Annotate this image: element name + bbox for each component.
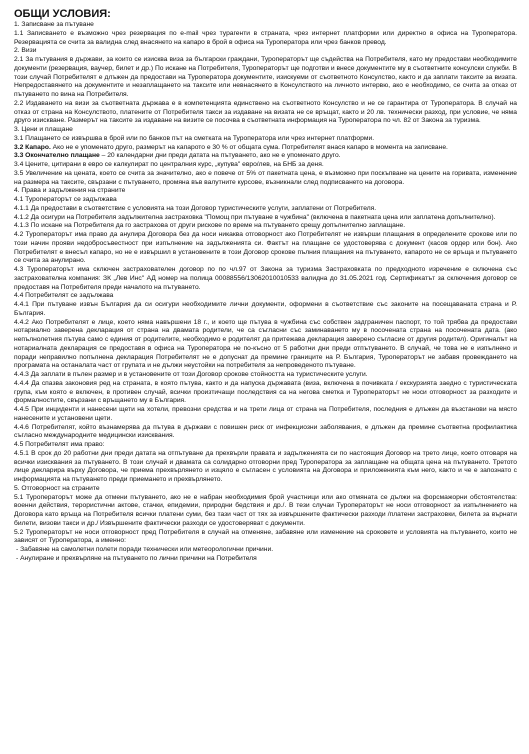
paragraph-text: 2. Визи <box>14 47 37 55</box>
paragraph <box>14 196 517 205</box>
document-body <box>14 21 517 564</box>
bullet-item <box>14 555 517 564</box>
paragraph-text: 5.2 Туроператорът не носи отговорност пред Потребителя в случай на отменяне, забавяне или изменение на сроковете и условията на пътуването, които не зависят от Туроператора, а именно: <box>14 528 517 545</box>
paragraph-text: 4. Права и задължения на страните <box>14 187 126 195</box>
paragraph <box>14 494 517 529</box>
paragraph-text: 4.4.6 Потребителят, който възнамерява да пътува в държави с повишен риск от инфекциозни заболявания, е длъжен да премине съответна профилактика съгласно международните медицински изисквания. <box>14 423 517 440</box>
paragraph <box>14 406 517 424</box>
paragraph <box>14 144 517 153</box>
paragraph <box>14 371 517 380</box>
paragraph-text: 1. Записване за пътуване <box>14 21 94 28</box>
paragraph-text: 4.1.2 Да осигури на Потребителя задължителна застраховка "Помощ при пътуване в чужбина" (включена в пакетната цена или заплатена допълнително). <box>14 213 496 221</box>
paragraph-text: 5. Отговорност на страните <box>14 484 100 492</box>
paragraph-text: 4.4.3 Да заплати в пълен размер и в установените от този Договор срокове стойността на туристическите услуги. <box>14 371 368 378</box>
paragraph <box>14 214 517 223</box>
paragraph <box>14 450 517 485</box>
paragraph-bold-lead: 3.2 Капаро. <box>14 143 51 151</box>
paragraph <box>14 152 517 161</box>
paragraph-text: 4.4.1 При пътуване извън България да си осигури необходимите лични документи, оформени в съответствие със законите на посещаваната страна и Р. България. <box>14 301 517 317</box>
paragraph-text: 3.4 Цените, цитирани в евро се калкулират по централния курс, „купува" евро/лев, на БНБ за деня. <box>14 161 324 168</box>
paragraph-text: 3. Цени и плащане <box>14 126 73 133</box>
paragraph <box>14 21 517 30</box>
paragraph <box>14 441 517 450</box>
paragraph <box>14 170 517 188</box>
paragraph-text: 4.4.5 При инциденти и нанесени щети на хотели, превозни средства и на трети лица от страна на Потребителя, последния е длъжен да възстанови на място нанесените и установени щети. <box>14 406 517 422</box>
paragraph <box>14 529 517 547</box>
paragraph <box>14 205 517 214</box>
paragraph-text: 4.1.3 По искане на Потребителя да го застрахова от други рискове по време на пътуването срещу допълнително заплащане. <box>14 222 406 230</box>
paragraph <box>14 292 517 301</box>
paragraph <box>14 126 517 135</box>
paragraph-text: 5.1 Туроператорът може да отмени пътуването, ако не е набран необходимия брой участници или ако отмяната се дължи на форсмажорни обстоятелства: военни действия, терористични актове, стачки, епидемии, природни бедствия и др./. В тези случаи Туроператорът не носи отговорност за изпълнението на Договора като връща на Потребителя всички платени суми, без тази част от тях за извършените фактически разходи /платени застраховки, билета за върнати билети, визови такси и др./ Извършените фактически разходи се удостоверяват с документи. <box>14 493 517 527</box>
paragraph-text: Ако не е упоменато друго, размерът на капарото е 30 % от общата сума. Потребителят внася капаро в момента на записване. <box>50 143 448 151</box>
paragraph-text: 3.1 Плащането се извършва в брой или по банков път на сметката на Туроператора или чрез интернет платформи. <box>14 134 375 142</box>
paragraph-text: - Забавяне на самолетни полети поради технически или метеорологични причини. <box>16 546 274 553</box>
paragraph-text: 4.4.2 Ако Потребителят е лице, което няма навършени 18 г., и което ще пътува в чужбина със собствен задграничен паспорт, то той трябва да предостави нотариално заверена декларация от страна на двамата родители, че са съгласни със заминаването му в посочената страна на посочената дата. (ако непълнолетния пътува само с единия от родителите, необходимо е родителят да притежава декларация заверено съгласие от другия родител). Оригиналът на нотариалната декларация се предоставя в офиса на Туроператора не по-късно от 5 работни дни преди отпътуването. В случай, че това не е изпълнено и поради неправилно попълнена декларация Потребителят не е допуснат да премине границите на Р. България, Туроператорът не забавя провеждането на програмата на останалата част от групата и не дължи неустойки на потребителя за непроведеното пътуване. <box>14 318 517 370</box>
paragraph-text: – 20 календарни дни преди датата на пътуването, ако не е упоменато друго. <box>99 152 341 160</box>
paragraph-bold-lead: 3.3 Окончателно плащане <box>14 152 100 160</box>
paragraph-text: 4.1 Туроператорът се задължава <box>14 196 117 203</box>
paragraph <box>14 30 517 48</box>
paragraph <box>14 266 517 292</box>
paragraph <box>14 47 517 56</box>
paragraph <box>14 161 517 170</box>
paragraph-text: 4.5.1 В срок до 20 работни дни преди датата на отпътуване да прехвърли правата и задълженията си по настоящия Договор на трето лице, което отговаря на всички изисквания за пътуването. В този случай и двамата са солидарно отговорни пред Туроператора за заплащане на общата цена на пътуването. Третото лице декларира върху Договора, че приема прехвърлянето и изцяло е съгласен с условията на Договора и приложенията към него, както и че е запознато с информацията на пътуването преди приемането и прехвърлянето. <box>14 449 517 483</box>
paragraph <box>14 319 517 372</box>
bullet-item <box>14 546 517 555</box>
paragraph-text: 1.1 Записването е възможно чрез резервация по e-mail чрез турагенти в страната, чрез интернет платформи или директно в офиса на Туроператора. Резервацията се счита за валидна след внасянето на капаро в брой в офиса на Туроператора или чрез банков превод. <box>14 29 517 46</box>
paragraph-text: 3.5 Увеличение на цената, което се счита за значително, ако е повече от 5% от пакетната цена, е възможно при поскъпване на цените на горивата, изменение на размера на таксите, свързани с пътуването, промяна във валутните курсове, възникнали след подписването на договора. <box>14 169 517 186</box>
paragraph-text: 4.3 Туроператорът има сключен застрахователен договор по по чл.97 от Закона за туризма Застраховката по предходното изречение е сключена със застрахователна компания: ЗК „Лев Инс" АД номер на полица 00088556/13062010010533 валидна до 31.05.2021 год. Сертификатът за сключения договор се предоставя на Потребителя преди началото на пътуването. <box>14 266 517 291</box>
paragraph-text: 4.4.4 Да спазва законовия ред на страната, в която пътува, както и да напуска държавата (виза, включена в почивката / екскурзията заедно с туристическата група, към която е включен, в противен случай, всички произтичащи последствия са на негова сметка и Туроператорът не носи отговорност за разходите и формалностите, свързани с връщането му в България. <box>14 379 517 405</box>
paragraph-text: 4.2 Туроператорът има право да анулира Договора без да носи никаква отговорност ако Потребителят не извърши плащания в определените срокове или по този начин прояви недобросъвестност при изпълнение на задълженията си. Фактът на плащане се удостоверява с документ (касов ордер или бон). Ако Потребителят е внесъл капаро, но не е извършил в установените в този Договор срокове пълния плащания на пътуването, капарото не се връща и пътуването се счита за анулирано. <box>14 231 517 265</box>
paragraph-text: 2.2 Издаването на визи за съответната държава е в компетенцията единствено на съответното Консулство и не се гарантира от Туроператора. В случай на отказ от страна на Консулството, платените от Потребителя такси за издаване на визата не се връщат, както и 20 лв. технически разход, при условие, че няма друго изискване. Размерът на таксите за издаване на визите се посочва в съответната информация на Туроператора по чл. 82 от Закона за туризма. <box>14 99 517 125</box>
paragraph <box>14 222 517 231</box>
paragraph-text: 4.4 Потребителят се задължава <box>14 292 114 300</box>
paragraph <box>14 100 517 126</box>
paragraph <box>14 301 517 319</box>
paragraph <box>14 485 517 494</box>
paragraph <box>14 187 517 196</box>
paragraph-text: 4.1.1 Да предостави в съответствие с условията на този Договор туристическите услуги, заплатени от Потребителя. <box>14 204 377 212</box>
paragraph <box>14 135 517 144</box>
paragraph <box>14 231 517 266</box>
paragraph-text: - Анулиране и прехвърляне на пътуването по лични причини на Потребителя <box>16 554 257 562</box>
paragraph <box>14 380 517 406</box>
paragraph <box>14 424 517 442</box>
paragraph-text: 2.1 За пътувания в държави, за които се изисква виза за български граждани, Туроператорът ще съдейства на Потребителя, като му предостави необходимите документи (резервация, ваучер, билет и др.) По искане на Потребителя, Туроператорът ще подготви и внесе документите му в съответните консулски служби. В този случай Потребителят е длъжен да предостави на Туроператора документите, изискуеми от съответното Консулство, както и да заплати таксите за визата. Непредоставянето на документите и незаплащането на таксите или невнасянето в Консулството на личното интервю, ако е необходимо, се счита за отказ от пътуването по вина на Потребителя. <box>14 56 517 98</box>
paragraph-text: 4.5 Потребителят има право: <box>14 441 105 448</box>
document-title: ОБЩИ УСЛОВИЯ: <box>14 8 111 20</box>
paragraph <box>14 56 517 100</box>
